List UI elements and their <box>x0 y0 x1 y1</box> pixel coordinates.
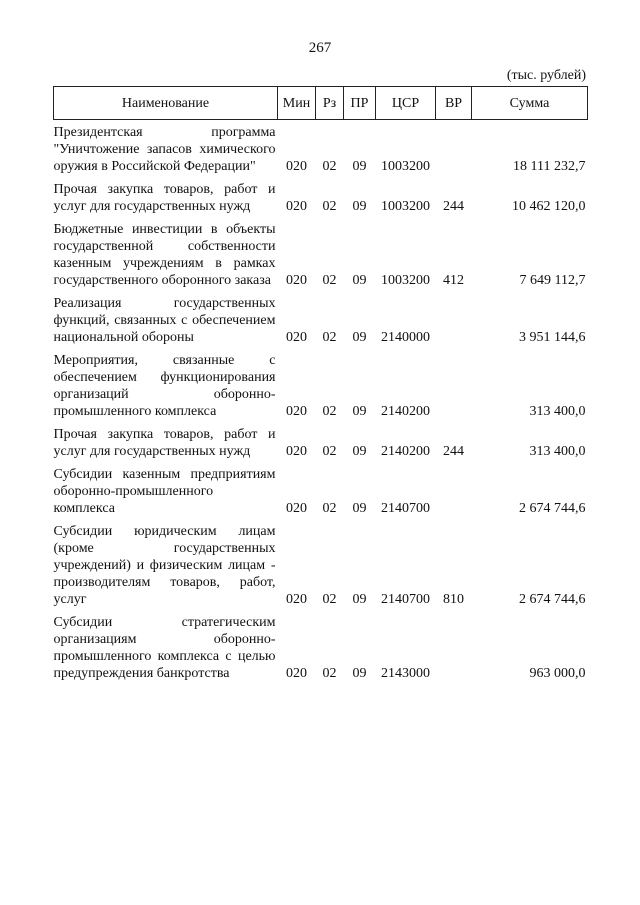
row-vr <box>436 348 472 422</box>
row-name: Бюджетные инвестиции в объекты государственной собственности казенным учреждениям в рамках государственного оборонного заказа <box>53 222 276 288</box>
row-pr: 09 <box>352 444 367 459</box>
row-min: 020 <box>286 592 307 607</box>
row-pr: 09 <box>352 273 367 288</box>
row-min: 020 <box>286 159 307 174</box>
header-min: Мин <box>278 87 316 120</box>
row-csr: 2140700 <box>381 501 430 516</box>
units-label: (тыс. рублей) <box>506 68 586 83</box>
row-sum: 3 951 144,6 <box>519 330 586 345</box>
header-sum: Сумма <box>472 87 588 120</box>
row-sum: 18 111 232,7 <box>513 159 586 174</box>
header-rz: Рз <box>316 87 344 120</box>
header-name: Наименование <box>54 87 278 120</box>
header-vr: ВР <box>436 87 472 120</box>
table-row <box>54 422 588 462</box>
row-min: 020 <box>286 444 307 459</box>
row-rz: 02 <box>322 666 337 681</box>
row-pr: 09 <box>352 592 367 607</box>
row-min: 020 <box>286 501 307 516</box>
row-vr <box>436 291 472 348</box>
row-name: Субсидии юридическим лицам (кроме государственных учреждений) и физическим лицам - производителям товаров, работ, услуг <box>53 524 276 607</box>
row-vr <box>436 610 472 684</box>
row-csr: 2143000 <box>381 666 430 681</box>
row-name: Президентская программа "Уничтожение запасов химического оружия в Российской Федерации" <box>53 125 276 174</box>
row-csr: 1003200 <box>381 273 430 288</box>
row-min: 020 <box>286 273 307 288</box>
table-row <box>54 348 588 422</box>
row-rz: 02 <box>322 404 337 419</box>
row-min: 020 <box>286 199 307 214</box>
row-min: 020 <box>286 666 307 681</box>
row-name: Прочая закупка товаров, работ и услуг для государственных нужд <box>53 427 276 459</box>
row-rz: 02 <box>322 330 337 345</box>
row-min: 020 <box>286 404 307 419</box>
row-min: 020 <box>286 330 307 345</box>
row-csr: 1003200 <box>381 159 430 174</box>
row-name: Мероприятия, связанные с обеспечением функционирования организаций оборонно-промышленного комплекса <box>53 353 276 419</box>
row-sum: 963 000,0 <box>529 666 586 681</box>
row-sum: 2 674 744,6 <box>519 501 586 516</box>
table-body <box>54 120 588 685</box>
row-pr: 09 <box>352 330 367 345</box>
table-row <box>54 462 588 519</box>
row-vr: 244 <box>443 199 464 214</box>
row-rz: 02 <box>322 199 337 214</box>
row-sum: 313 400,0 <box>529 404 586 419</box>
row-sum: 7 649 112,7 <box>519 273 586 288</box>
row-csr: 2140200 <box>381 404 430 419</box>
page-number: 267 <box>308 40 332 56</box>
budget-table <box>53 86 588 684</box>
row-pr: 09 <box>352 666 367 681</box>
row-rz: 02 <box>322 159 337 174</box>
row-vr: 412 <box>443 273 464 288</box>
table-row <box>54 217 588 291</box>
row-vr: 244 <box>443 444 464 459</box>
table-row <box>54 177 588 217</box>
row-pr: 09 <box>352 501 367 516</box>
row-csr: 1003200 <box>381 199 430 214</box>
row-sum: 313 400,0 <box>529 444 586 459</box>
row-rz: 02 <box>322 273 337 288</box>
header-pr: ПР <box>344 87 376 120</box>
row-vr <box>436 462 472 519</box>
row-vr: 810 <box>443 592 464 607</box>
row-name: Субсидии казенным предприятиям оборонно-промышленного комплекса <box>53 467 276 516</box>
row-csr: 2140700 <box>381 592 430 607</box>
table-row <box>54 120 588 178</box>
table-row <box>54 519 588 610</box>
row-name: Субсидии стратегическим организациям оборонно-промышленного комплекса с целью предупреждения банкротства <box>53 615 276 681</box>
row-vr <box>436 120 472 178</box>
row-csr: 2140000 <box>381 330 430 345</box>
row-sum: 2 674 744,6 <box>519 592 586 607</box>
row-name: Прочая закупка товаров, работ и услуг для государственных нужд <box>53 182 276 214</box>
row-rz: 02 <box>322 592 337 607</box>
row-csr: 2140200 <box>381 444 430 459</box>
table-row <box>54 291 588 348</box>
row-rz: 02 <box>322 501 337 516</box>
row-rz: 02 <box>322 444 337 459</box>
row-pr: 09 <box>352 199 367 214</box>
table-header-row <box>54 87 588 120</box>
row-pr: 09 <box>352 159 367 174</box>
table-row <box>54 610 588 684</box>
row-name: Реализация государственных функций, связанных с обеспечением национальной обороны <box>53 296 276 345</box>
header-csr: ЦСР <box>376 87 436 120</box>
row-pr: 09 <box>352 404 367 419</box>
row-sum: 10 462 120,0 <box>512 199 586 214</box>
